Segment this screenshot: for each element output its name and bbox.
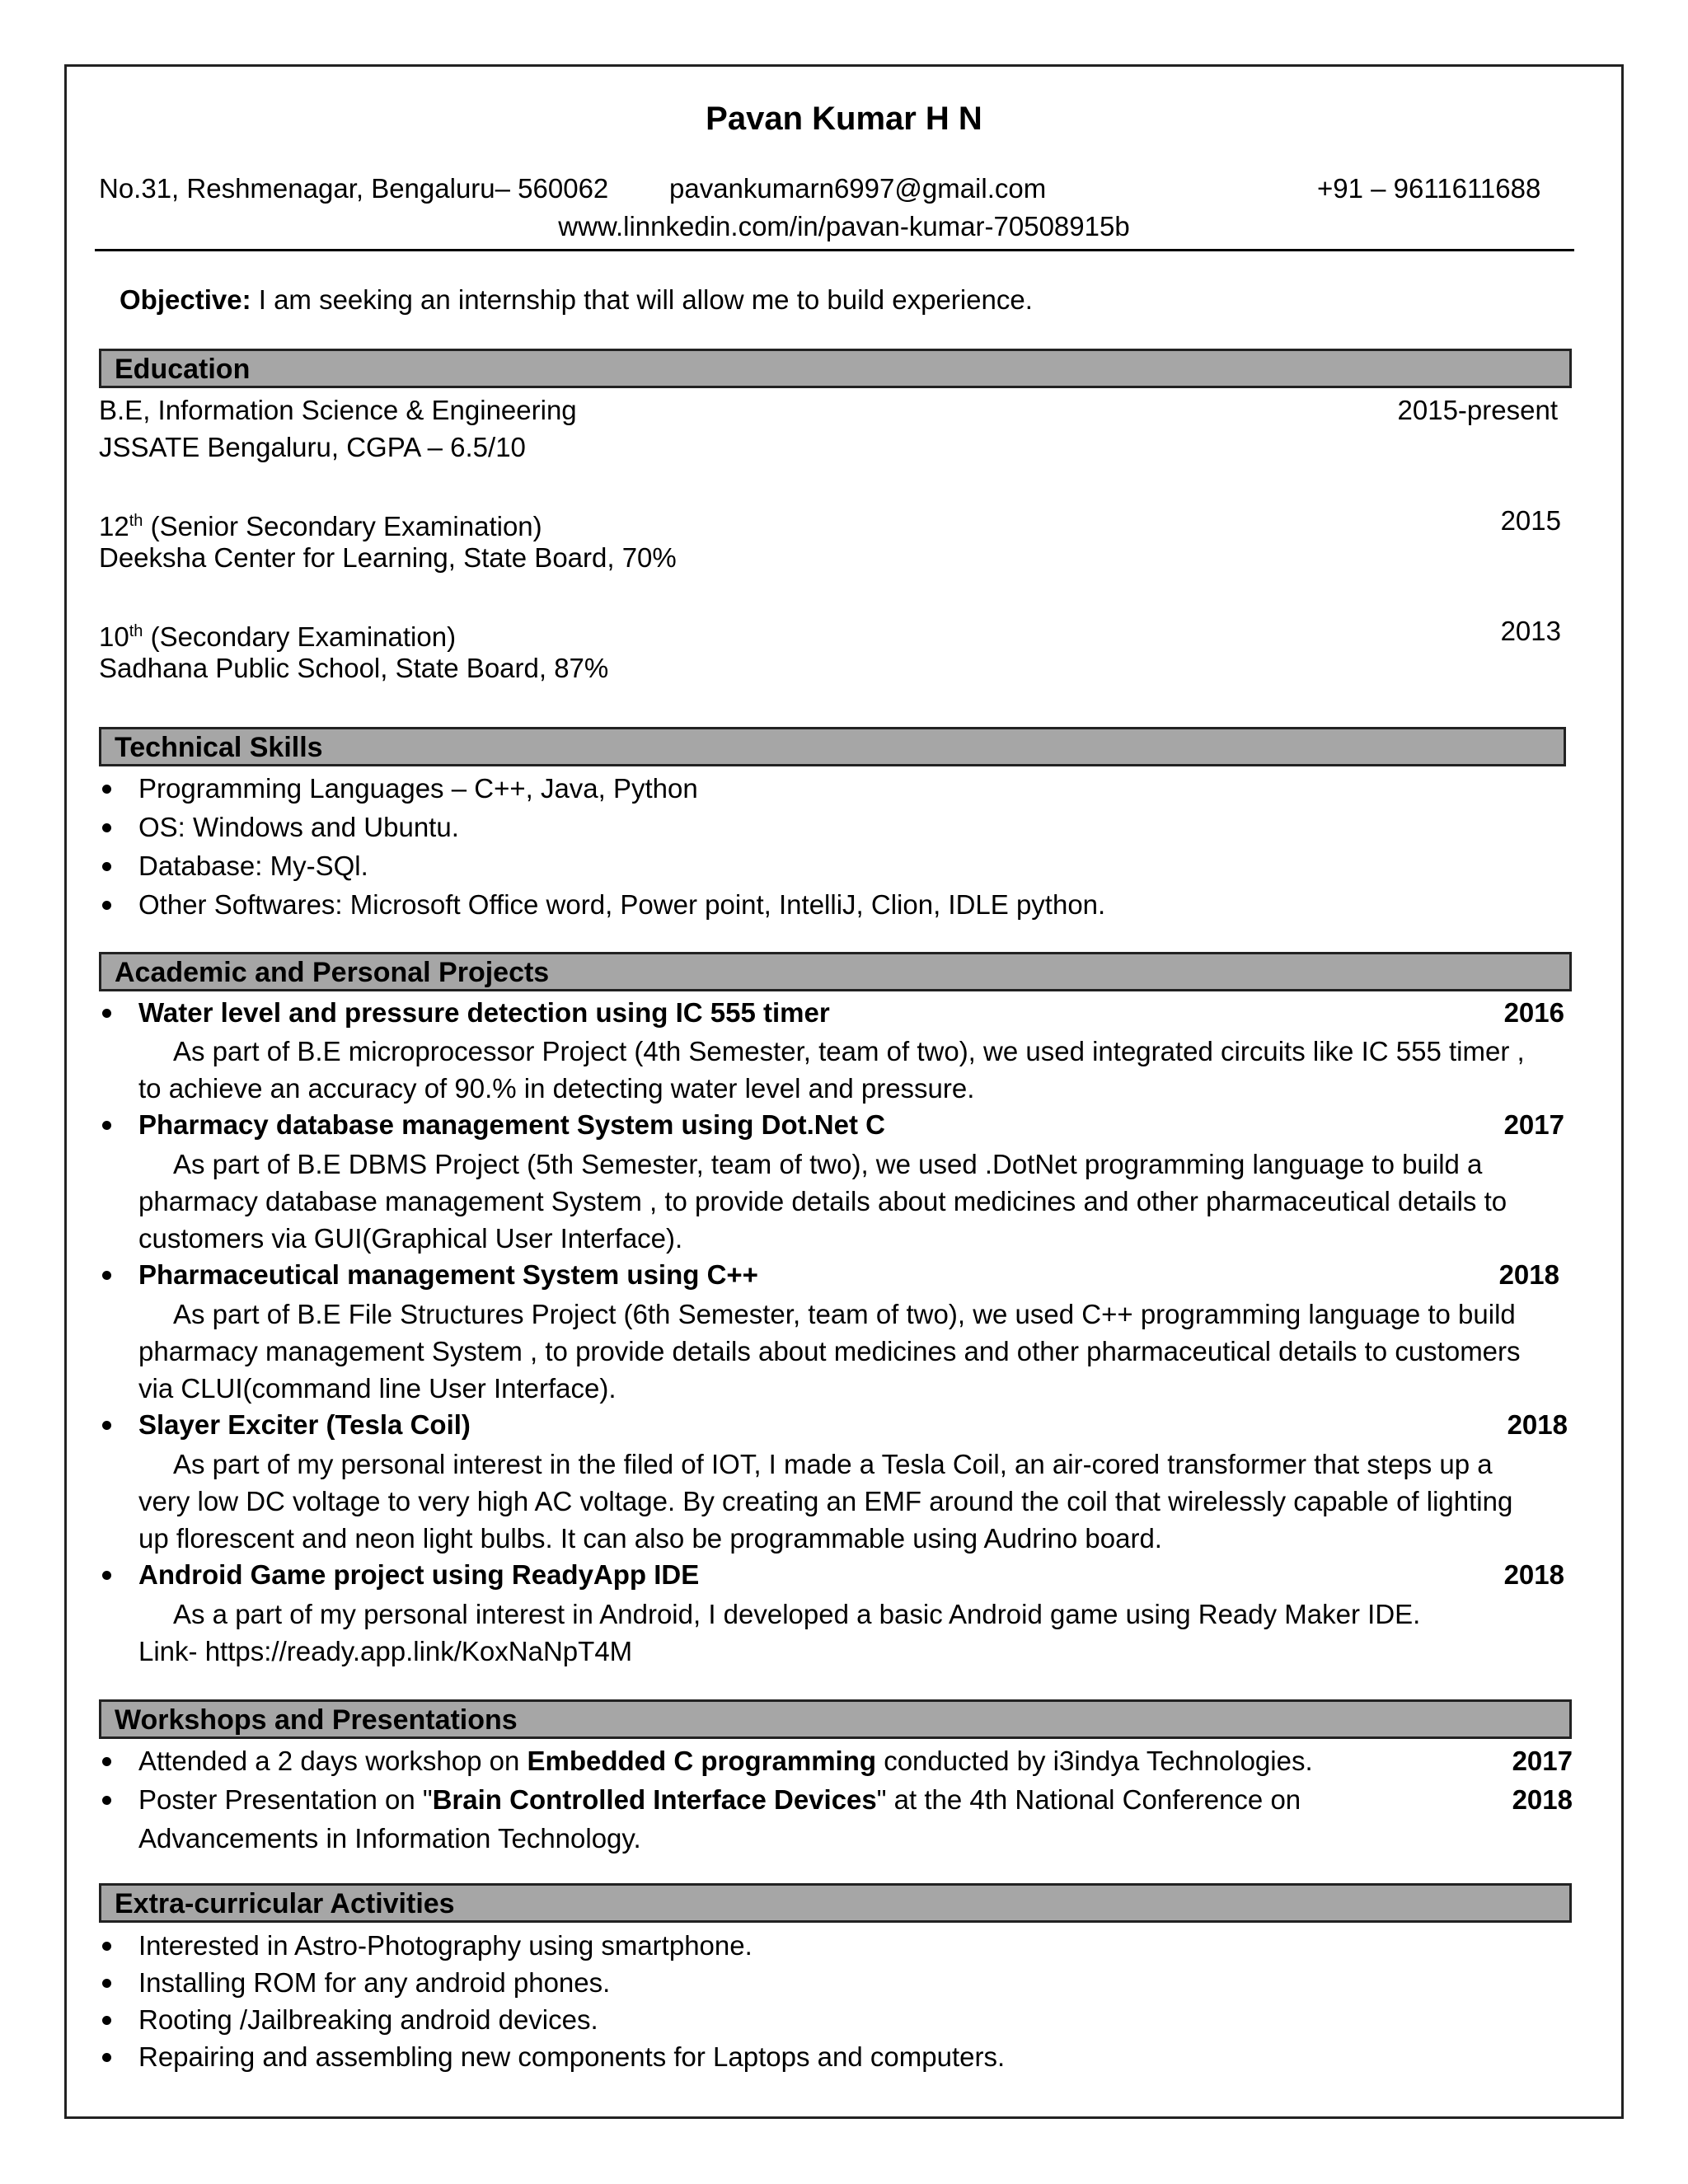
address: No.31, Reshmenagar, Bengaluru– 560062 — [99, 173, 609, 204]
project-description-line: up florescent and neon light bulbs. It can also be programmable using Audrino board. — [138, 1523, 1162, 1554]
skill-text: Database: My-SQl. — [138, 851, 368, 881]
objective-text: I am seeking an internship that will allow me to build experience. — [251, 284, 1033, 315]
presentation-text: Poster Presentation on " — [138, 1784, 433, 1815]
grade-suffix: th — [129, 512, 143, 530]
project-title: Slayer Exciter (Tesla Coil) — [138, 1409, 471, 1440]
project-year: 2018 — [1507, 1409, 1568, 1440]
degree: B.E, Information Science & Engineering — [99, 395, 577, 425]
skill-text: Other Softwares: Microsoft Office word, Power point, IntelliJ, Clion, IDLE python. — [138, 889, 1106, 920]
education-institution-1: JSSATE Bengaluru, CGPA – 6.5/10 — [99, 432, 526, 462]
project-title: Pharmaceutical management System using C++ — [138, 1259, 758, 1290]
contact-line — [99, 173, 1566, 209]
project-link: Link- https://ready.app.link/KoxNaNpT4M — [138, 1636, 633, 1666]
section-education: Education — [99, 349, 1572, 388]
skill-text: Programming Languages – C++, Java, Python — [138, 773, 698, 804]
grade-suffix: th — [129, 622, 143, 640]
activity-text: Installing ROM for any android phones. — [138, 1967, 611, 1998]
education-institution-2: Deeksha Center for Learning, State Board, 70% — [99, 542, 677, 573]
workshop-text: conducted by i3indya Technologies. — [876, 1746, 1313, 1776]
presentation-text: " at the 4th National Conference on — [876, 1784, 1301, 1815]
project-title: Pharmacy database management System using Dot.Net C — [138, 1109, 885, 1140]
education-entry-2 — [99, 504, 1574, 543]
exam-name: (Senior Secondary Examination) — [143, 511, 542, 541]
education-entry-3 — [99, 615, 1574, 654]
project-description-line: via CLUI(command line User Interface). — [138, 1373, 617, 1404]
project-description-line: As part of my personal interest in the filed of IOT, I made a Tesla Coil, an air-cored transformer that steps up a — [173, 1449, 1493, 1479]
workshop-topic: Embedded C programming — [527, 1746, 877, 1776]
phone: +91 – 9611611688 — [1317, 173, 1541, 204]
grade-number: 12 — [99, 511, 129, 541]
project-title: Android Game project using ReadyApp IDE — [138, 1559, 700, 1590]
project-year: 2018 — [1503, 1559, 1564, 1590]
project-description-line: As part of B.E microprocessor Project (4th Semester, team of two), we used integrated circuits like IC 555 timer , — [173, 1036, 1525, 1066]
linkedin-url: www.linnkedin.com/in/pavan-kumar-70508915b — [558, 211, 1130, 241]
activity-text: Interested in Astro-Photography using smartphone. — [138, 1930, 753, 1961]
section-projects: Academic and Personal Projects — [99, 952, 1572, 991]
skill-text: OS: Windows and Ubuntu. — [138, 812, 459, 842]
education-entry-1 — [99, 394, 1574, 427]
section-extra-curricular: Extra-curricular Activities — [99, 1883, 1572, 1923]
section-technical-skills: Technical Skills — [99, 727, 1566, 766]
project-year: 2017 — [1503, 1109, 1564, 1140]
project-year: 2018 — [1498, 1259, 1559, 1290]
presentation-topic: Brain Controlled Interface Devices — [432, 1784, 877, 1815]
section-workshops: Workshops and Presentations — [99, 1699, 1572, 1739]
presentation-continuation: Advancements in Information Technology. — [138, 1823, 641, 1854]
education-institution-3: Sadhana Public School, State Board, 87% — [99, 653, 609, 683]
activity-text: Repairing and assembling new components for Laptops and computers. — [138, 2041, 1006, 2072]
email: pavankumarn6997@gmail.com — [669, 173, 1047, 204]
project-year: 2016 — [1503, 997, 1564, 1028]
activity-text: Rooting /Jailbreaking android devices. — [138, 2004, 598, 2035]
project-description-line: As part of B.E File Structures Project (6th Semester, team of two), we used C++ programming language to build — [173, 1299, 1516, 1329]
project-description-line: customers via GUI(Graphical User Interface). — [138, 1223, 683, 1254]
project-description-line: pharmacy database management System , to provide details about medicines and other pharmaceutical details to — [138, 1186, 1507, 1216]
project-description-line: pharmacy management System , to provide details about medicines and other pharmaceutical details to customers — [138, 1336, 1521, 1366]
project-description-line: very low DC voltage to very high AC voltage. By creating an EMF around the coil that wirelessly capable of lighting — [138, 1486, 1513, 1516]
workshop-text: Attended a 2 days workshop on — [138, 1746, 528, 1776]
header-divider — [95, 249, 1574, 251]
presentation-year: 2018 — [1512, 1784, 1573, 1815]
project-description-line: to achieve an accuracy of 90.% in detecting water level and pressure. — [138, 1073, 975, 1104]
project-description-line: As part of B.E DBMS Project (5th Semester, team of two), we used .DotNet programming language to build a — [173, 1149, 1483, 1179]
exam-year: 2015 — [1500, 505, 1561, 536]
project-title: Water level and pressure detection using IC 555 timer — [138, 997, 830, 1028]
candidate-name: Pavan Kumar H N — [706, 101, 982, 137]
workshop-year: 2017 — [1512, 1746, 1573, 1776]
exam-name: (Secondary Examination) — [143, 621, 457, 652]
degree-year: 2015-present — [1397, 395, 1558, 425]
grade-number: 10 — [99, 621, 129, 652]
objective-label: Objective: — [120, 284, 251, 315]
project-description-line: As a part of my personal interest in Android, I developed a basic Android game using Ready Maker IDE. — [173, 1599, 1421, 1629]
objective — [120, 284, 1033, 316]
exam-year: 2013 — [1500, 616, 1561, 646]
